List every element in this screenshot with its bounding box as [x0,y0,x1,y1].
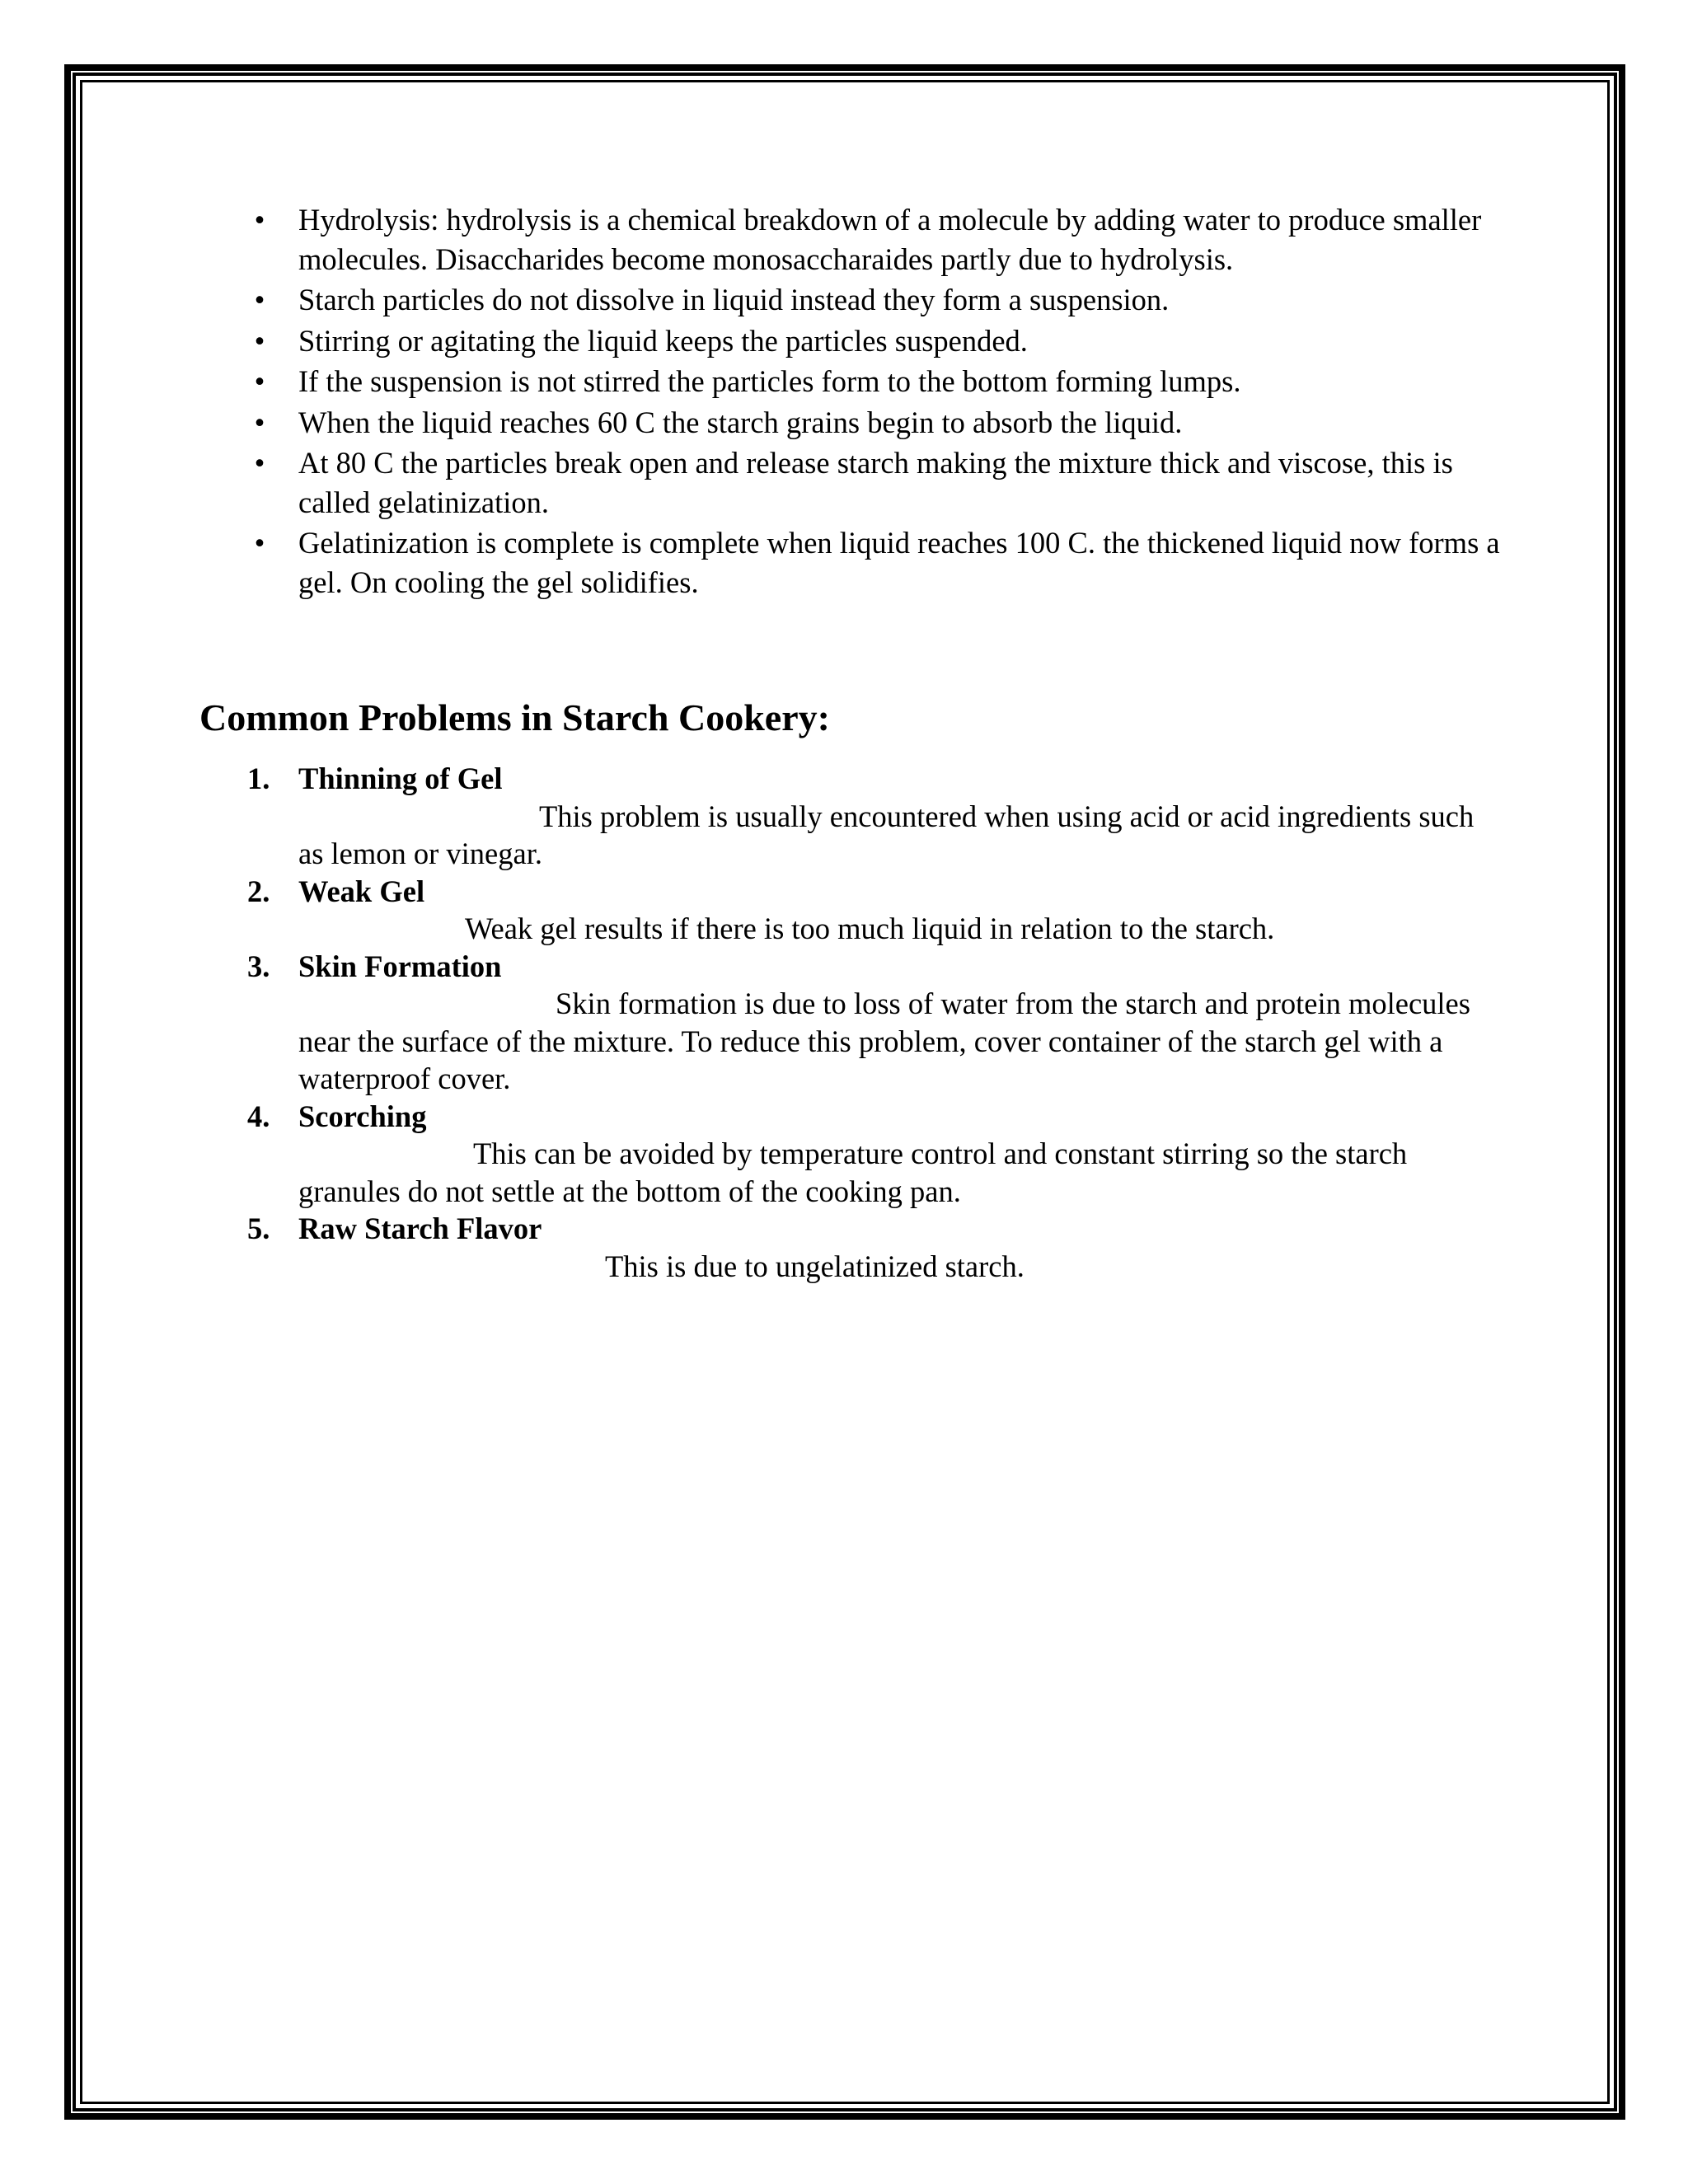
problem-title: Scorching [298,1099,427,1133]
list-item [247,523,1500,602]
problem-description: This can be avoided by temperature control and constant stirring so the starch granules do not settle at the bottom of the cooking pan. [298,1137,1408,1208]
bullet-icon: • [254,446,265,480]
problem-item [247,1210,1500,1285]
section-heading: Common Problems in Starch Cookery: [199,696,830,738]
problem-number: 3. [247,949,270,983]
problem-item [247,760,1500,873]
problem-item [247,948,1500,1098]
problem-title: Skin Formation [298,949,502,983]
problem-description: Weak gel results if there is too much liquid in relation to the starch. [465,912,1275,945]
problem-number: 1. [247,762,270,795]
problem-number: 5. [247,1212,270,1245]
problem-number: 2. [247,874,270,908]
bullet-text: Stirring or agitating the liquid keeps the particles suspended. [298,323,1028,358]
bullet-text: At 80 C the particles break open and release starch making the mixture thick and viscose, this is called gelatinization. [298,446,1453,519]
starch-facts-list [247,200,1500,603]
list-item [247,321,1500,361]
list-item [247,443,1500,522]
bullet-text: When the liquid reaches 60 C the starch grains begin to absorb the liquid. [298,405,1183,439]
problem-title: Raw Starch Flavor [298,1212,542,1245]
bullet-text: Gelatinization is complete is complete when liquid reaches 100 C. the thickened liquid now forms a gel. On cooling the gel solidifies. [298,526,1500,599]
list-item [247,200,1500,279]
bullet-icon: • [254,405,265,439]
problem-description: This problem is usually encountered when using acid or acid ingredients such as lemon or vinegar. [298,799,1475,870]
problem-description: This is due to ungelatinized starch. [605,1249,1025,1283]
problem-number: 4. [247,1099,270,1133]
problem-title: Thinning of Gel [298,762,503,795]
bullet-text: Hydrolysis: hydrolysis is a chemical breakdown of a molecule by adding water to produce smaller molecules. Disaccharides become monosaccharaides partly due to hydrolysis. [298,203,1482,276]
problem-description: Skin formation is due to loss of water from the starch and protein molecules near the surface of the mixture. To reduce this problem, cover container of the starch gel with a waterproof cover. [298,987,1470,1095]
problems-list [247,760,1500,1285]
bullet-icon: • [254,526,265,560]
list-item [247,280,1500,320]
bullet-icon: • [254,323,265,358]
problem-item [247,1098,1500,1211]
problem-item [247,873,1500,948]
bullet-icon: • [254,283,265,316]
problem-title: Weak Gel [298,874,425,908]
list-item [247,362,1500,401]
bullet-text: If the suspension is not stirred the particles form to the bottom forming lumps. [298,364,1241,398]
bullet-text: Starch particles do not dissolve in liquid instead they form a suspension. [298,283,1170,316]
bullet-icon: • [254,364,265,398]
list-item [247,403,1500,443]
bullet-icon: • [254,203,265,237]
